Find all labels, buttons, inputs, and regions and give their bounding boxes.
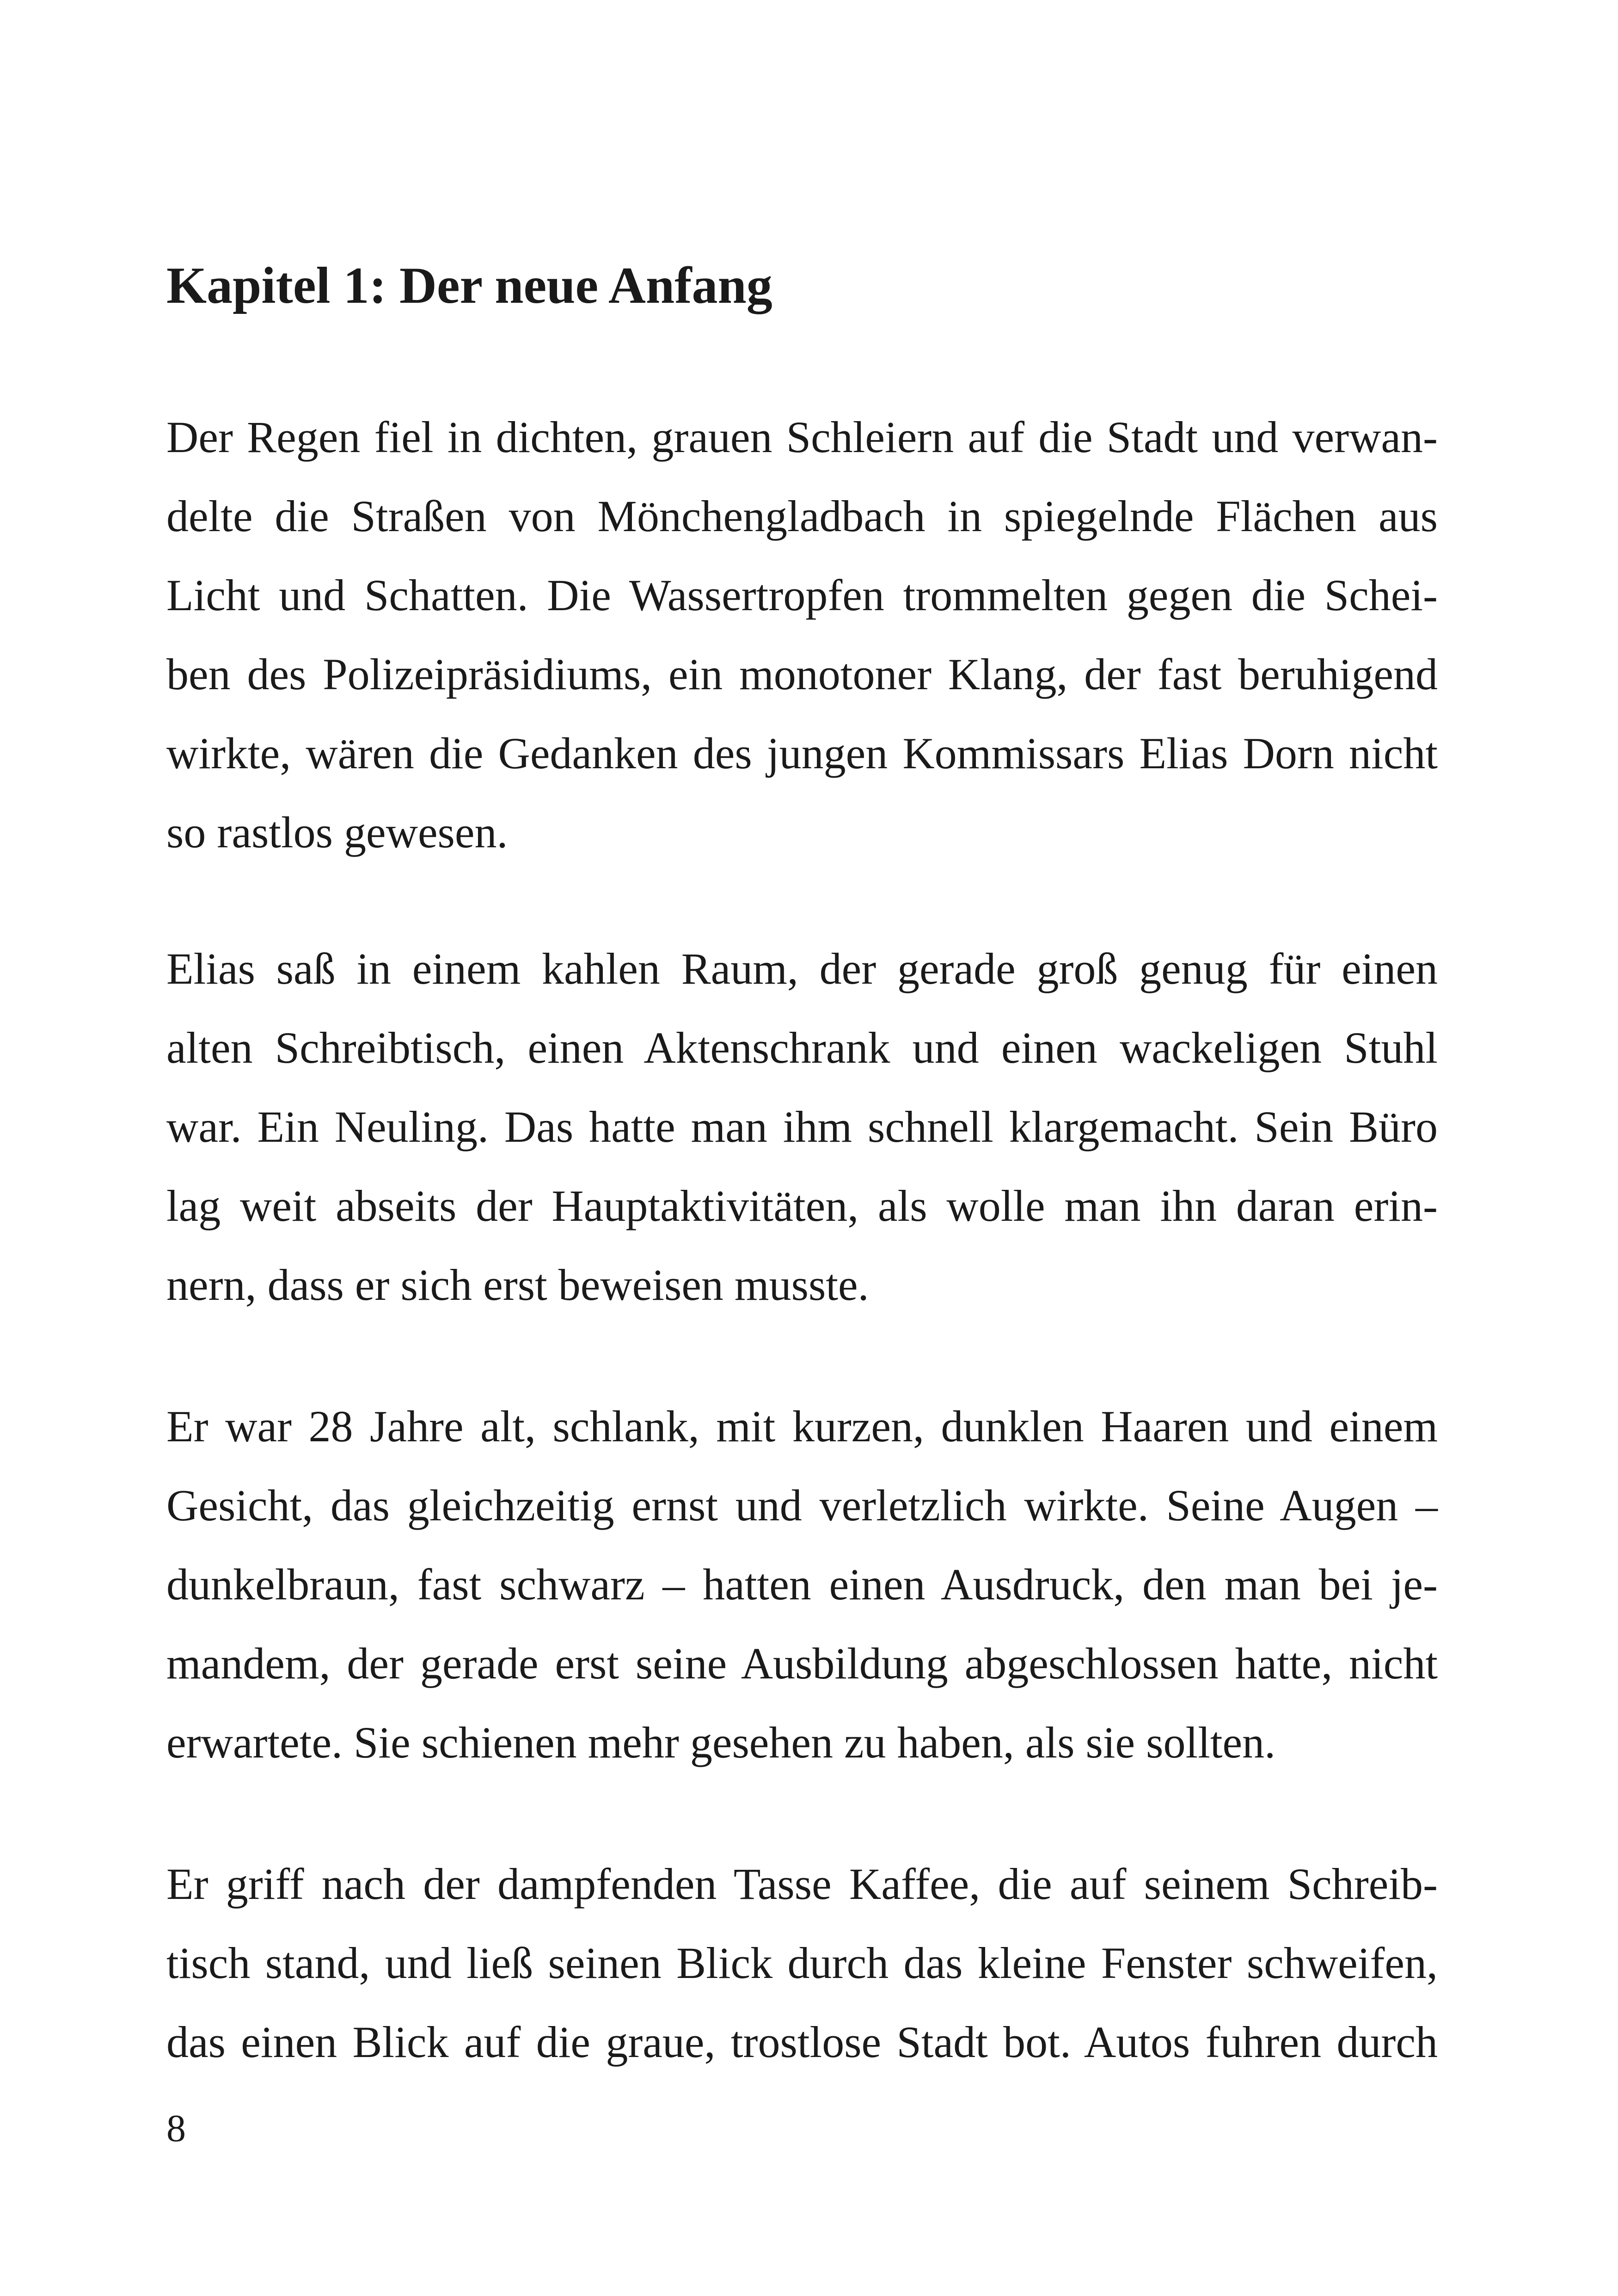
text-line: Der Regen fiel in dichten, grauen Schleiern auf die Stadt und verwan-: [166, 412, 1438, 462]
text-line: ben des Polizeipräsidiums, ein monotoner Klang, der fast beruhigend: [166, 649, 1438, 699]
paragraph: [166, 1387, 1438, 1782]
paragraph: [166, 929, 1438, 1324]
text-line: alten Schreibtisch, einen Aktenschrank und einen wackeligen Stuhl: [166, 1023, 1438, 1072]
text-line: lag weit abseits der Hauptaktivitäten, als wolle man ihn daran erin-: [166, 1181, 1438, 1231]
page-number: 8: [166, 2107, 186, 2150]
text-line: Er war 28 Jahre alt, schlank, mit kurzen, dunklen Haaren und einem: [166, 1402, 1438, 1451]
text-line: Gesicht, das gleichzeitig ernst und verletzlich wirkte. Seine Augen –: [166, 1481, 1438, 1530]
text-line: tisch stand, und ließ seinen Blick durch das kleine Fenster schweifen,: [166, 1938, 1438, 1988]
text-line: erwartete. Sie schienen mehr gesehen zu haben, als sie sollten.: [166, 1718, 1276, 1767]
text-line: mandem, der gerade erst seine Ausbildung abgeschlossen hatte, nicht: [166, 1639, 1438, 1688]
chapter-title: Kapitel 1: Der neue Anfang: [166, 257, 772, 314]
text-line: dunkelbraun, fast schwarz – hatten einen Ausdruck, den man bei je-: [166, 1560, 1438, 1609]
paragraph: [166, 398, 1438, 872]
text-line: so rastlos gewesen.: [166, 808, 508, 857]
text-line: war. Ein Neuling. Das hatte man ihm schnell klargemacht. Sein Büro: [166, 1102, 1438, 1151]
text-line: Licht und Schatten. Die Wassertropfen trommelten gegen die Schei-: [166, 570, 1438, 620]
text-line: nern, dass er sich erst beweisen musste.: [166, 1260, 869, 1310]
paragraph: [166, 1844, 1438, 2082]
text-line: Er griff nach der dampfenden Tasse Kaffee, die auf seinem Schreib-: [166, 1859, 1438, 1909]
text-line: das einen Blick auf die graue, trostlose Stadt bot. Autos fuhren durch: [166, 2017, 1438, 2067]
text-line: delte die Straßen von Mönchengladbach in spiegelnde Flächen aus: [166, 491, 1438, 541]
text-line: Elias saß in einem kahlen Raum, der gerade groß genug für einen: [166, 944, 1438, 993]
text-line: wirkte, wären die Gedanken des jungen Kommissars Elias Dorn nicht: [166, 729, 1438, 778]
